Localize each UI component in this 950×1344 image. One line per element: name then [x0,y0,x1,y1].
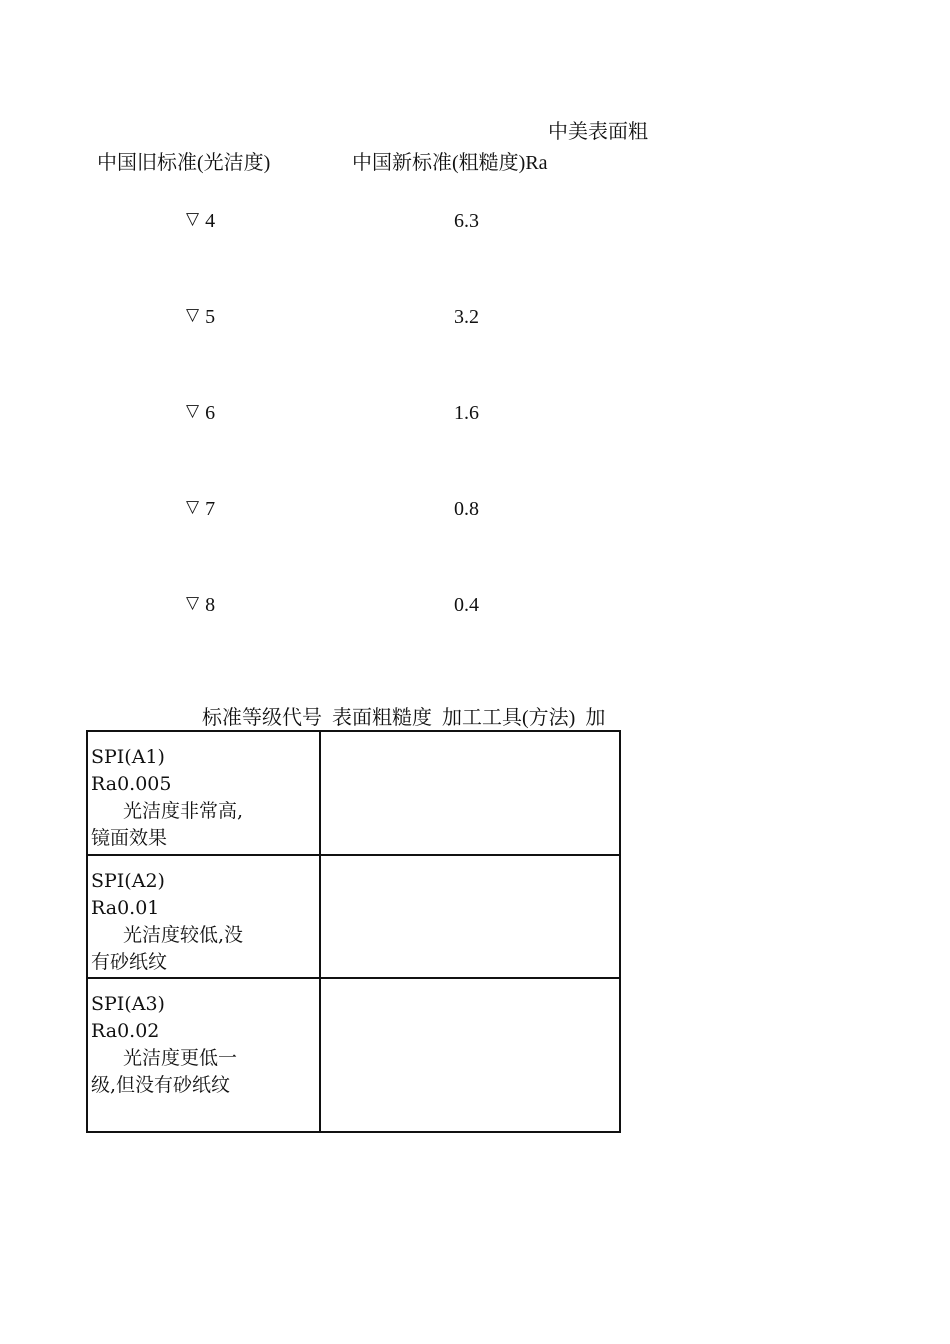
grade-row [0,594,950,624]
old-grade-cell [186,210,215,233]
table-row [87,978,620,1132]
grade-row [0,306,950,336]
spi-grade: SPI(A2) [91,870,165,892]
triangle-finish-icon: ▽ [186,593,200,613]
old-grade-value: 6 [205,402,216,424]
spi-table-header [202,701,615,730]
ra-value: 1.6 [454,402,479,424]
header-tool: 加工工具(方法) [442,707,576,729]
spi-ra: Ra0.005 [91,773,172,795]
ra-value: 6.3 [454,210,479,232]
header-roughness: 表面粗糙度 [332,707,432,729]
spi-ra: Ra0.02 [91,1020,160,1042]
spi-description-cont: 有砂纸纹 [91,951,168,973]
table-row [87,731,620,855]
header-extra: 加 [585,707,606,729]
triangle-finish-icon: ▽ [186,209,200,229]
old-grade-value: 5 [205,306,216,328]
spi-grade-cell [87,978,320,1132]
new-standard-header: 中国新标准(粗糙度)Ra [352,152,548,174]
old-grade-cell [186,594,215,617]
spi-grade: SPI(A3) [91,993,165,1015]
triangle-finish-icon: ▽ [186,497,200,517]
old-grade-value: 7 [205,498,216,520]
old-grade-cell [186,498,215,521]
ra-value: 0.4 [454,594,479,616]
spi-description: 光洁度较低,没 [123,924,244,946]
spi-detail-cell [320,855,620,978]
ra-value: 3.2 [454,306,479,328]
grade-row [0,402,950,432]
old-grade-value: 4 [205,210,216,232]
comparison-title: 中美表面粗 [548,121,648,143]
spi-grade: SPI(A1) [91,746,165,768]
table-row [87,855,620,978]
grade-row [0,498,950,528]
triangle-finish-icon: ▽ [186,401,200,421]
spi-grade-cell [87,731,320,855]
grade-row [0,210,950,240]
old-grade-cell [186,402,215,425]
header-grade-code: 标准等级代号 [202,707,322,729]
spi-description-cont: 镜面效果 [91,827,168,849]
spi-detail-cell [320,731,620,855]
triangle-finish-icon: ▽ [186,305,200,325]
ra-value: 0.8 [454,498,479,520]
old-standard-header: 中国旧标准(光洁度) [97,152,271,174]
old-grade-cell [186,306,215,329]
spi-description-cont: 级,但没有砂纸纹 [91,1074,231,1096]
spi-table [86,730,621,1133]
old-grade-value: 8 [205,594,216,616]
spi-ra: Ra0.01 [91,897,160,919]
spi-grade-cell [87,855,320,978]
spi-description: 光洁度非常高, [123,800,244,822]
spi-detail-cell [320,978,620,1132]
spi-description: 光洁度更低一 [123,1047,238,1069]
